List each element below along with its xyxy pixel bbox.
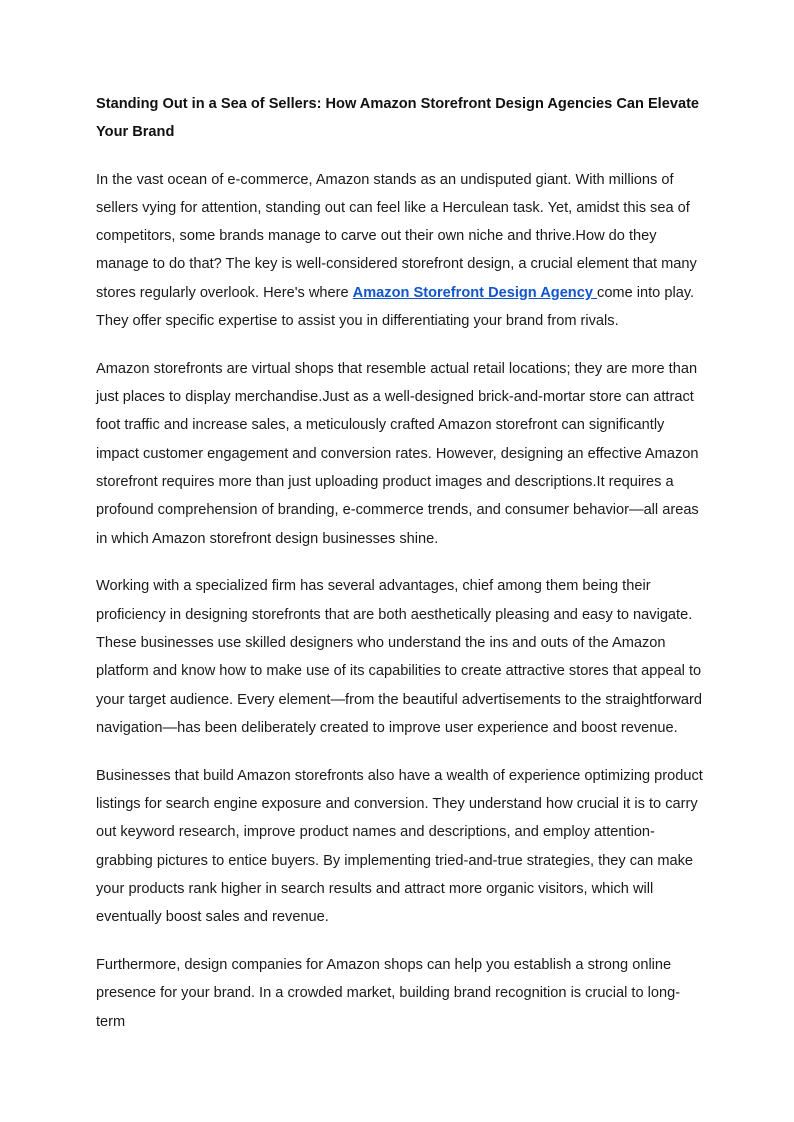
paragraph-intro-text-after: come into play. They offer specific expertise to assist you in differentiating your brand from rivals.	[96, 284, 695, 330]
document-title: Standing Out in a Sea of Sellers: How Amazon Storefront Design Agencies Can Elevate Your Brand	[96, 96, 700, 141]
paragraph-intro-text-before: In the vast ocean of e-commerce, Amazon stands as an undisputed giant. With millions of sellers vying for attention, standing out can feel like a Herculean task. Yet, amidst this sea of competitors, some brands manage to carve out their own niche and thrive.How do they manage to do that? The key is well-considered storefront design, a crucial element that many stores regularly overlook. Here's where	[96, 171, 697, 301]
paragraph-intro	[96, 166, 706, 336]
paragraph-specialized-firm: Working with a specialized firm has several advantages, chief among them being their proficiency in designing storefronts that are both aesthetically pleasing and easy to navigate. These businesses use skilled designers who understand the ins and outs of the Amazon platform and know how to make use of its capabilities to create attractive stores that appeal to your target audience. Every element—from the beautiful advertisements to the straightforward navigation—has been deliberately created to improve user experience and boost revenue.	[96, 578, 702, 736]
amazon-storefront-agency-link[interactable]: Amazon Storefront Design Agency	[352, 284, 598, 301]
paragraph-brand-presence: Furthermore, design companies for Amazon shops can help you establish a strong online presence for your brand. In a crowded market, building brand recognition is crucial to long-term	[96, 957, 681, 1030]
paragraph-optimization: Businesses that build Amazon storefronts also have a wealth of experience optimizing product listings for search engine exposure and conversion. They understand how crucial it is to carry out keyword research, improve product names and descriptions, and employ attention-grabbing pictures to entice buyers. By implementing tried-and-true strategies, they can make your products rank higher in search results and attract more organic visitors, which will eventually boost sales and revenue.	[96, 767, 703, 926]
paragraph-storefronts: Amazon storefronts are virtual shops that resemble actual retail locations; they are more than just places to display merchandise.Just as a well-designed brick-and-mortar store can attract foot traffic and increase sales, a meticulously crafted Amazon storefront can significantly impact customer engagement and conversion rates. However, designing an effective Amazon storefront requires more than just uploading product images and descriptions.It requires a profound comprehension of branding, e-commerce trends, and consumer behavior—all areas in which Amazon storefront design businesses shine.	[96, 360, 699, 547]
document-page	[96, 90, 706, 1055]
